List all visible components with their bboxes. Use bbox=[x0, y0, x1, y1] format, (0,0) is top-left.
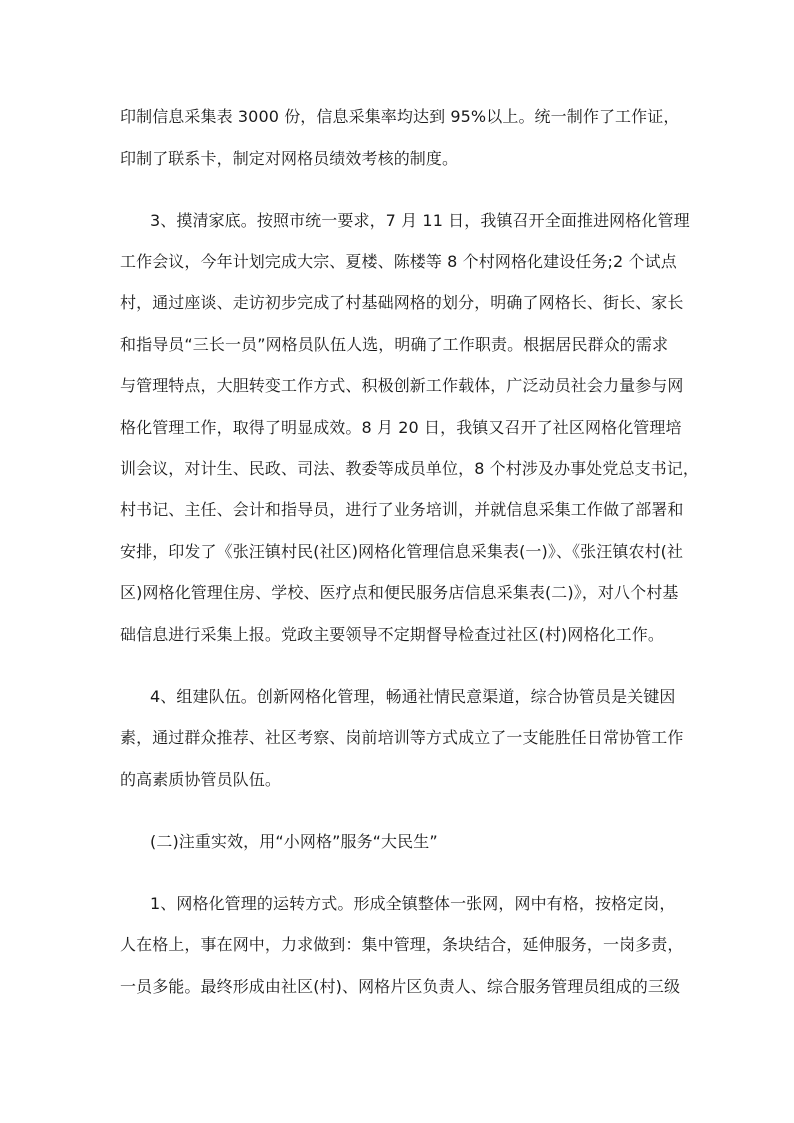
text-line: 和指导员“三长一员”网格员队伍人选，明确了工作职责。根据居民群众的需求 bbox=[120, 335, 669, 354]
paragraph-start-line: 3、摸清家底。按照市统一要求，7 月 11 日，我镇召开全面推进网格化管理 bbox=[150, 211, 690, 230]
text-line: 格化管理工作，取得了明显成效。8 月 20 日，我镇又召开了社区网格化管理培 bbox=[120, 418, 682, 437]
text-line: 印制信息采集表 3000 份，信息采集率均达到 95%以上。统一制作了工作证， bbox=[120, 107, 680, 126]
text-line: 与管理特点，大胆转变工作方式、积极创新工作载体，广泛动员社会力量参与网 bbox=[120, 376, 684, 395]
text-line: 村书记、主任、会计和指导员，进行了业务培训，并就信息采集工作做了部署和 bbox=[120, 500, 684, 519]
paragraph-start-line: 4、组建队伍。创新网格化管理，畅通社情民意渠道，综合协管员是关键因 bbox=[150, 687, 676, 706]
text-line: 的高素质协管员队伍。 bbox=[120, 770, 282, 789]
text-line: 区)网格化管理住房、学校、医疗点和便民服务店信息采集表(二)》，对八个村基 bbox=[120, 583, 679, 602]
text-line: 础信息进行采集上报。党政主要领导不定期督导检查过社区(村)网格化工作。 bbox=[120, 625, 664, 644]
text-line: 村，通过座谈、走访初步完成了村基础网格的划分，明确了网格长、街长、家长 bbox=[120, 293, 684, 312]
text-line: 训会议，对计生、民政、司法、教委等成员单位，8 个村涉及办事处党总支书记， bbox=[120, 459, 699, 478]
section-heading: (二)注重实效，用“小网格”服务“大民生” bbox=[150, 832, 438, 851]
text-line: 工作会议，今年计划完成大宗、夏楼、陈楼等 8 个村网格化建设任务;2 个试点 bbox=[120, 252, 677, 271]
text-line: 安排，印发了《张汪镇村民(社区)网格化管理信息采集表(一)》、《张汪镇农村(社 bbox=[120, 542, 684, 561]
text-line: 印制了联系卡，制定对网格员绩效考核的制度。 bbox=[120, 149, 459, 168]
text-line: 一员多能。最终形成由社区(村)、网格片区负责人、综合服务管理员组成的三级 bbox=[120, 977, 681, 996]
text-line: 素，通过群众推荐、社区考察、岗前培训等方式成立了一支能胜任日常协管工作 bbox=[120, 728, 684, 747]
text-line: 人在格上，事在网中，力求做到：集中管理，条块结合，延伸服务，一岗多责， bbox=[120, 935, 684, 954]
paragraph-start-line: 1、网格化管理的运转方式。形成全镇整体一张网，网中有格，按格定岗， bbox=[150, 894, 676, 913]
